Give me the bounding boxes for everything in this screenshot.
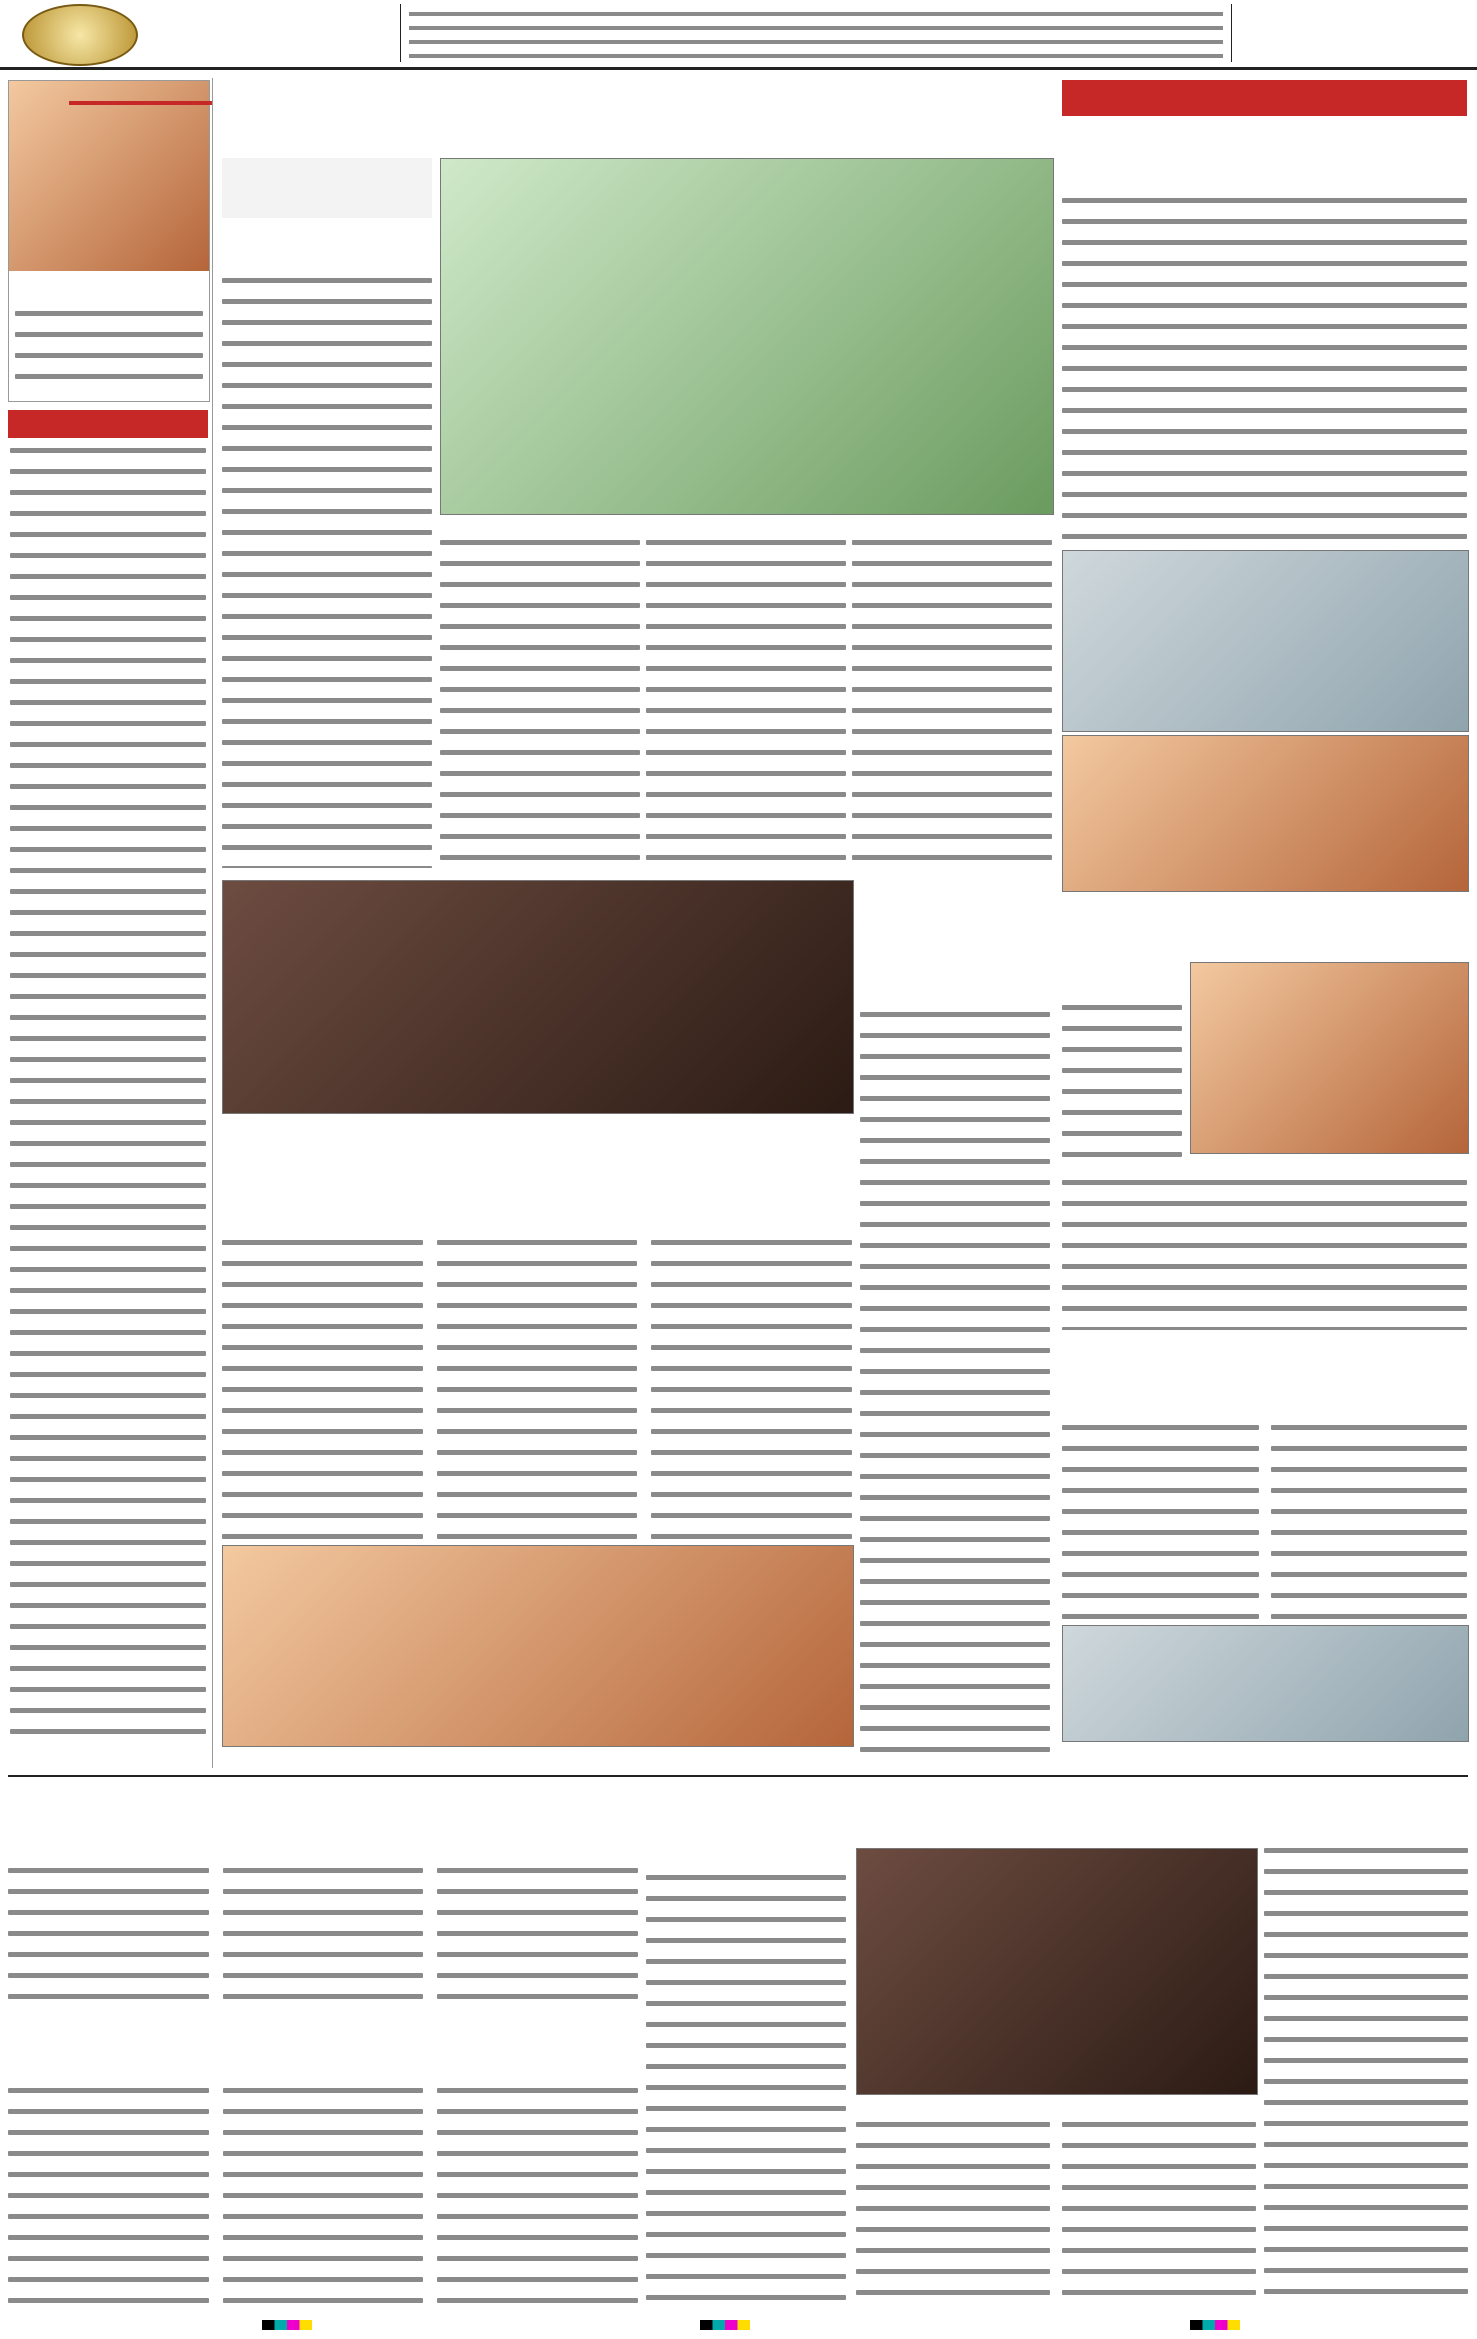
shiva-photo-caption <box>856 2097 1256 2115</box>
right-top-photo-2 <box>1062 735 1469 892</box>
lead-byline <box>222 228 432 268</box>
temple-photo <box>9 81 209 271</box>
purnima-byline <box>1062 962 1182 998</box>
shiva-body-left <box>646 1875 846 2305</box>
right-top-body <box>1062 198 1467 543</box>
masthead-rule <box>0 67 1477 70</box>
income-table <box>15 311 203 395</box>
lead-body-col-3 <box>646 540 846 870</box>
masthead <box>0 0 1477 66</box>
dance-photo <box>222 880 854 1114</box>
kurum-body <box>222 1240 852 1540</box>
brief-headlines <box>400 4 1232 62</box>
purnima-body-left <box>1062 1005 1182 1165</box>
date-line <box>150 14 380 54</box>
pipili-photo-caption <box>1062 1744 1467 1762</box>
registration-marks <box>0 2318 1477 2334</box>
tractor-byline <box>8 2062 308 2082</box>
shiva-photo <box>856 1848 1258 2095</box>
right-top-banner <box>1062 80 1467 116</box>
right-top-headline <box>1062 122 1467 168</box>
shiva-headline <box>646 1785 1468 1841</box>
purnima-photo-caption <box>1190 1155 1467 1171</box>
pipili-headline <box>860 1335 1467 1379</box>
pipili-body <box>1062 1425 1467 1620</box>
kurum-photo <box>222 1545 854 1747</box>
right-top-byline <box>1062 172 1467 192</box>
left-briefs <box>10 448 206 1748</box>
purnima-body <box>1062 1180 1467 1330</box>
purnima-headline <box>1062 918 1467 958</box>
temple-income-box <box>8 80 210 402</box>
left-column-rule <box>212 78 213 1768</box>
shiva-body-right <box>1264 1848 1468 2305</box>
lead-headline <box>222 78 1052 150</box>
lead-body-col-1 <box>222 278 432 868</box>
kurum-headline <box>222 1145 852 1205</box>
lead-body-col-4 <box>852 540 1052 870</box>
purnima-photo <box>1190 962 1469 1154</box>
shiva-body-mid <box>856 2122 1256 2305</box>
kurum-byline <box>222 1212 522 1232</box>
lead-subhead <box>222 158 432 218</box>
lead-photo-caption <box>440 516 1052 534</box>
pipili-photo <box>1062 1625 1469 1742</box>
music-headline <box>860 880 1050 976</box>
kailash-byline <box>8 1843 308 1863</box>
tractor-body <box>8 2088 638 2303</box>
lead-body-col-2 <box>440 540 640 870</box>
dance-photo-caption <box>222 1116 852 1134</box>
music-body <box>860 1012 1050 1767</box>
right-top-photo-caption <box>1062 892 1467 910</box>
temple-box-title <box>69 101 212 105</box>
brief-label <box>8 410 208 438</box>
pipili-byline <box>1062 1384 1262 1420</box>
kailash-body <box>8 1868 638 2003</box>
lead-photo <box>440 158 1054 515</box>
shiva-byline <box>646 1848 846 1868</box>
paper-logo <box>22 4 138 66</box>
music-byline <box>860 985 1050 1005</box>
right-top-photo <box>1062 550 1469 732</box>
section-divider <box>8 1775 1468 1777</box>
kurum-photo-caption <box>222 1749 852 1767</box>
tractor-headline <box>8 2012 638 2056</box>
kailash-headline <box>8 1785 638 1837</box>
